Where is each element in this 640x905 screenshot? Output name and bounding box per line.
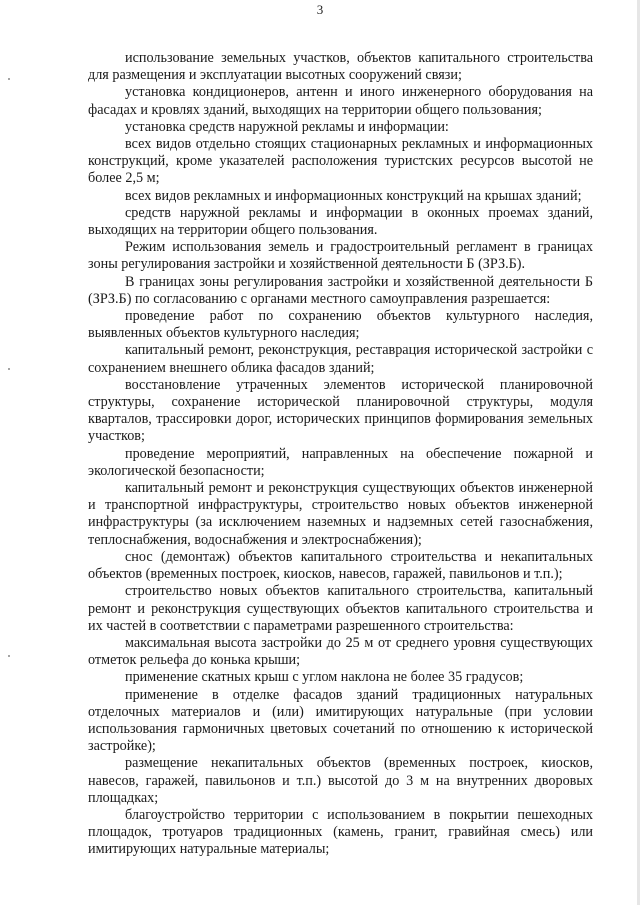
scan-speck	[8, 78, 10, 80]
paragraph: Режим использования земель и градостроительный регламент в границах зоны регулирования застройки и хозяйственной деятельности Б (ЗРЗ.Б).	[88, 239, 593, 273]
paragraph: В границах зоны регулирования застройки и хозяйственной деятельности Б (ЗРЗ.Б) по согласованию с органами местного самоуправления разрешается:	[88, 273, 593, 307]
paragraph: всех видов рекламных и информационных конструкций на крышах зданий;	[125, 187, 582, 204]
paragraph: снос (демонтаж) объектов капитального строительства и некапитальных объектов (временных построек, киосков, навесов, гаражей, павильонов и т.п.);	[88, 548, 593, 583]
paragraph: максимальная высота застройки до 25 м от среднего уровня существующих отметок рельефа до конька крыши;	[88, 634, 593, 669]
paragraph: применение скатных крыш с углом наклона не более 35 градусов;	[125, 669, 524, 686]
paragraph: применение в отделке фасадов зданий традиционных натуральных отделочных материалов и (или) имитирующих натуральные (при условии использования гармоничных цветовых сочетаний по отношению к исторической застройке);	[88, 686, 593, 755]
paragraph: проведение работ по сохранению объектов культурного наследия, выявленных объектов культурного наследия;	[88, 308, 593, 342]
paragraph: строительство новых объектов капитального строительства, капитальный ремонт и реконструкция существующих объектов капитального строительства и их частей в соответствии с параметрами разрешенного строительства:	[88, 583, 593, 634]
paragraph: всех видов отдельно стоящих стационарных рекламных и информационных конструкций, кроме указателей расположения туристских ресурсов высотой не более 2,5 м;	[88, 136, 593, 187]
paragraph: капитальный ремонт, реконструкция, реставрация исторической застройки с сохранением внешнего облика фасадов зданий;	[88, 342, 593, 376]
paragraph: размещение некапитальных объектов (временных построек, киосков, навесов, гаражей, павильонов и т.п.) высотой до 3 м на внутренних дворовых площадках;	[88, 755, 593, 806]
paragraph: проведение мероприятий, направленных на обеспечение пожарной и экологической безопасности;	[88, 445, 593, 479]
paragraph: средств наружной рекламы и информации в оконных проемах зданий, выходящих на территории общего пользования.	[88, 204, 593, 239]
scan-speck	[8, 368, 10, 370]
scan-speck	[8, 655, 10, 657]
paragraph: использование земельных участков, объектов капитального строительства для размещения и эксплуатации высотных сооружений связи;	[88, 50, 593, 84]
document-body	[88, 50, 593, 859]
paragraph: установка средств наружной рекламы и информации:	[125, 118, 449, 135]
paragraph: установка кондиционеров, антенн и иного инженерного оборудования на фасадах и кровлях зданий, выходящих на территории общего пользования;	[88, 84, 593, 118]
paragraph: благоустройство территории с использованием в покрытии пешеходных площадок, тротуаров традиционных (камень, гранит, гравийная смесь) или имитирующих натуральные материалы;	[88, 806, 593, 858]
paragraph: восстановление утраченных элементов исторической планировочной структуры, сохранение исторической планировочной структуры, модуля кварталов, трассировки дорог, исторических принципов формирования земельных участков;	[88, 376, 593, 445]
paragraph: капитальный ремонт и реконструкция существующих объектов инженерной и транспортной инфраструктуры, строительство новых объектов инженерной инфраструктуры (за исключением наземных и надземных сетей газоснабжения, теплоснабжения, водоснабжения и электроснабжения);	[88, 480, 593, 548]
page-number: 3	[316, 2, 324, 17]
